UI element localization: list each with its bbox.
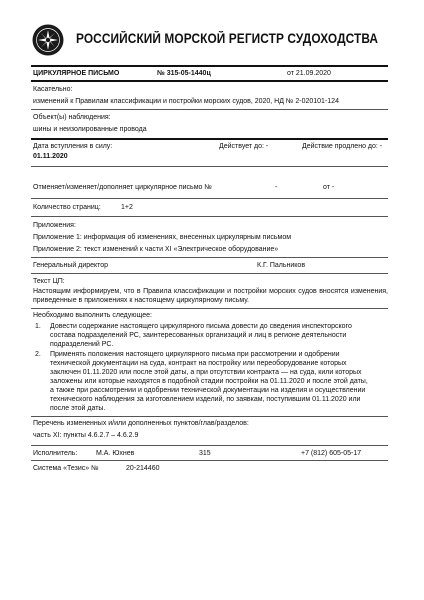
divider: [31, 257, 388, 258]
action-line: после этой даты.: [50, 405, 106, 412]
concerning-label: Касательно:: [33, 86, 73, 93]
letter-divider: [31, 80, 388, 82]
executor-label: Исполнитель:: [33, 450, 78, 457]
org-name: РОССИЙСКИЙ МОРСКОЙ РЕГИСТР СУДОХОДСТВА: [76, 31, 379, 46]
divider: [31, 138, 388, 140]
action-line: заключен 01.11.2020 или после этой даты, а при отсутствии контракта — на суда, кили которых: [50, 369, 362, 376]
action-line: заложены или которые находятся в подобной стадии постройки на 01.11.2020 и после этой даты,: [50, 378, 368, 385]
system-value: 20-214460: [126, 465, 160, 472]
signatory-title: Генеральный директор: [33, 262, 109, 269]
action-number: 2.: [35, 351, 41, 358]
body-label: Текст ЦП:: [33, 278, 65, 285]
pages-label: Количество страниц:: [33, 204, 101, 211]
action-line: Применять положения настоящего циркулярного письма при рассмотрении и одобрении: [50, 351, 340, 358]
cancels-from: от -: [323, 184, 335, 191]
divider: [31, 273, 388, 274]
actions-label: Необходимо выполнить следующее:: [33, 312, 152, 319]
system-label: Система «Тезис» №: [33, 465, 99, 472]
divider: [31, 216, 388, 217]
action-line: подразделений РС.: [50, 341, 114, 348]
divider: [31, 460, 388, 461]
pages-value: 1+2: [121, 204, 133, 211]
register-emblem-icon: [32, 24, 64, 56]
divider: [31, 308, 388, 309]
body-text: Настоящим информируем, что в Правила классификации и постройки морских судов вносятся изменения, приведенные в приложениях к настоящему циркулярному письму.: [33, 288, 388, 304]
divider: [31, 445, 388, 446]
letter-date: от 21.09.2020: [287, 70, 331, 77]
action-number: 1.: [35, 323, 41, 330]
concerning-value: изменений к Правилам классификации и постройки морских судов, 2020, НД № 2-020101-124: [33, 98, 339, 105]
effective-date: 01.11.2020: [33, 153, 68, 160]
letter-number: № 315-05-1440ц: [157, 70, 211, 77]
action-line: состава подразделений РС, заинтересованных организаций и лиц в регионе деятельности: [50, 332, 347, 339]
effective-label: Дата вступления в силу:: [33, 143, 113, 150]
executor-name: М.А. Юхнев: [96, 450, 135, 457]
objects-label: Объект(ы) наблюдения:: [33, 114, 111, 121]
extended-until: Действие продлено до: -: [302, 143, 383, 150]
cancels-number: -: [275, 184, 278, 191]
action-line: технического наблюдения за изготовлением изделий, по заявкам, поступившим 01.11.2020 или: [50, 396, 361, 403]
signatory-name: К.Г. Пальников: [257, 262, 306, 269]
changed-items-value: часть XI: пункты 4.6.2.7 – 4.6.2.9: [33, 432, 139, 439]
divider: [31, 198, 388, 199]
letter-type: ЦИРКУЛЯРНОЕ ПИСЬМО: [33, 70, 120, 77]
changed-items-label: Перечень измененных и/или дополненных пунктов/глав/разделов:: [33, 420, 249, 427]
executor-phone: +7 (812) 605-05-17: [301, 450, 362, 457]
divider: [31, 109, 388, 110]
action-line: Довести содержание настоящего циркулярного письма довести до сведения инспекторского: [50, 323, 352, 330]
divider: [31, 416, 388, 417]
header-divider: [31, 65, 388, 67]
attachments-label: Приложения:: [33, 222, 76, 229]
action-line: а также при рассмотрении и одобрении технической документации на изделия и осуществлении: [50, 387, 366, 394]
divider: [31, 166, 388, 167]
valid-until: Действует до: -: [219, 143, 269, 150]
cancels-label: Отменяет/изменяет/дополняет циркулярное письмо №: [33, 184, 212, 191]
attachment-item: Приложение 2: текст изменений к части XI «Электрическое оборудование»: [33, 246, 279, 253]
register-logo: [32, 24, 64, 56]
executor-dept: 315: [199, 450, 211, 457]
action-line: технической документации на суда, контракт на постройку или переоборудование которых: [50, 360, 347, 367]
objects-value: шины и неизолированные провода: [33, 126, 147, 133]
attachment-item: Приложение 1: информация об изменениях, внесенных циркулярным письмом: [33, 234, 292, 241]
